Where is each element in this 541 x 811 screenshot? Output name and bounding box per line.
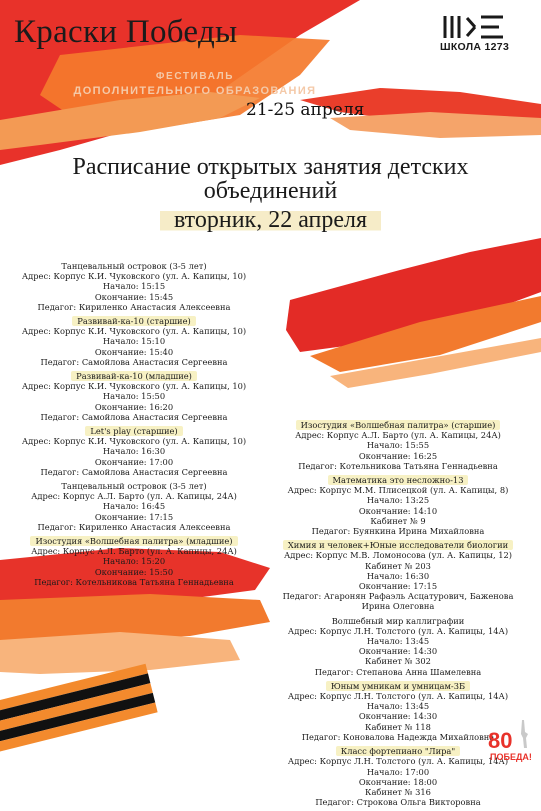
- schedule-day-label: вторник, 22 апреля: [160, 207, 381, 233]
- peach-paint-stroke-bottom: [0, 632, 240, 674]
- class-name: Юным умникам и умницам-3Б: [326, 681, 470, 691]
- class-detail-line: Окончание: 16:25: [358, 450, 438, 461]
- class-detail-line: Кабинет № 302: [365, 656, 431, 667]
- class-entry: [8, 536, 260, 587]
- class-detail-line: Начало: 16:45: [102, 501, 166, 512]
- class-detail-line: Адрес: Корпус А.Л. Барто (ул. А. Капицы, 24А): [295, 430, 501, 441]
- class-name-row: [262, 616, 534, 626]
- schedule-day: [0, 207, 541, 234]
- school-logo-icon: [441, 14, 511, 40]
- class-entry: [262, 420, 534, 471]
- class-name: Изостудия «Волшебная палитра» (младшие): [30, 536, 237, 546]
- class-entry: [8, 316, 260, 367]
- class-detail-line: Адрес: Корпус А.Л. Барто (ул. А. Капицы, 24А): [31, 546, 237, 557]
- class-name-row: [262, 420, 534, 430]
- class-name-row: [262, 681, 534, 691]
- class-detail-line: Адрес: Корпус К.И. Чуковского (ул. А. Капицы, 10): [21, 381, 247, 392]
- class-detail-line: Адрес: Корпус К.И. Чуковского (ул. А. Капицы, 10): [21, 271, 247, 282]
- class-detail-line: Окончание: 14:30: [358, 646, 438, 657]
- class-detail-line: Окончание: 15:45: [94, 291, 174, 302]
- class-name-row: [8, 536, 260, 546]
- class-detail-line: Начало: 15:15: [102, 281, 166, 292]
- festival-dates: 21-25 апреля: [246, 100, 365, 120]
- class-name-row: [8, 481, 260, 491]
- victory-80-badge: [486, 718, 534, 764]
- festival-title: Краски Победы: [14, 14, 238, 50]
- class-name: Танцевальный островок (3-5 лет): [61, 481, 207, 492]
- class-detail-line: Кабинет № 203: [365, 560, 431, 571]
- class-detail-line: Начало: 17:00: [366, 766, 430, 777]
- class-detail-line: Начало: 15:50: [102, 391, 166, 402]
- schedule-heading: [0, 155, 541, 203]
- class-detail-line: Педагог: Кириленко Анастасия Алексеевна: [37, 521, 231, 532]
- class-entry: [8, 426, 260, 477]
- monument-silhouette-icon: [521, 720, 528, 748]
- class-detail-line: Начало: 16:30: [366, 570, 430, 581]
- class-name-row: [8, 261, 260, 271]
- class-name: Математика это несложно-13: [328, 475, 469, 485]
- class-detail-line: Педагог: Самойлова Анастасия Сергеевна: [40, 356, 228, 367]
- class-detail-line: Начало: 15:10: [102, 336, 166, 347]
- class-detail-line: Окончание: 17:00: [94, 456, 174, 467]
- badge-number: 80: [488, 728, 513, 753]
- class-name: Изостудия «Волшебная палитра» (старшие): [296, 420, 501, 430]
- class-entry: [262, 475, 534, 536]
- class-name: Let's play (старшие): [85, 426, 182, 436]
- schedule-heading-line-1: Расписание открытых занятия детских: [72, 154, 469, 180]
- class-name: Развивай-ка-10 (старшие): [72, 316, 195, 326]
- class-name: Класс фортепиано "Лира": [336, 746, 460, 756]
- class-detail-line: Окончание: 17:15: [94, 511, 174, 522]
- class-detail-line: Начало: 13:45: [366, 636, 430, 647]
- class-detail-line: Адрес: Корпус Л.Н. Толстого (ул. А. Капицы, 14А): [287, 756, 509, 767]
- class-detail-line: Окончание: 14:10: [358, 505, 438, 516]
- class-name: Волшебный мир каллиграфии: [331, 615, 465, 626]
- class-entry: [8, 371, 260, 422]
- class-detail-line: Окончание: 17:15: [358, 581, 438, 592]
- class-name: Танцевальный островок (3-5 лет): [61, 261, 207, 271]
- class-detail-line: Адрес: Корпус А.Л. Барто (ул. А. Капицы, 24А): [31, 491, 237, 502]
- class-detail-line: Адрес: Корпус К.И. Чуковского (ул. А. Капицы, 10): [21, 436, 247, 447]
- class-detail-line: Окончание: 14:30: [358, 711, 438, 722]
- left-schedule-column: [8, 261, 260, 591]
- class-detail-line: Окончание: 18:00: [358, 776, 438, 787]
- class-detail-line: Начало: 13:25: [366, 495, 430, 506]
- class-detail-line: Адрес: Корпус М.В. Ломоносова (ул. А. Капицы, 12): [283, 550, 513, 561]
- class-detail-line: Начало: 16:30: [102, 446, 166, 457]
- class-detail-line: Окончание: 16:20: [94, 401, 174, 412]
- class-detail-line: Педагог: Самойлова Анастасия Сергеевна: [40, 411, 228, 422]
- class-detail-line: Педагог: Котельникова Татьяна Геннадьевна: [298, 460, 498, 471]
- schedule-heading-line-2: объединений: [203, 178, 338, 204]
- class-name: Химия и человек+Юные исследователи биологии: [283, 540, 513, 550]
- festival-line-2: ДОПОЛНИТЕЛЬНОГО ОБРАЗОВАНИЯ: [73, 85, 317, 97]
- class-name-row: [8, 426, 260, 436]
- class-entry: [262, 540, 534, 611]
- class-entry: [262, 616, 534, 677]
- class-detail-line: Адрес: Корпус К.И. Чуковского (ул. А. Капицы, 10): [21, 326, 247, 337]
- class-detail-line: Адрес: Корпус Л.Н. Толстого (ул. А. Капицы, 14А): [287, 691, 509, 702]
- class-detail-line: Педагог: Строкова Ольга Викторовна: [315, 797, 481, 808]
- class-entry: [8, 261, 260, 312]
- class-detail-line: Адрес: Корпус Л.Н. Толстого (ул. А. Капицы, 14А): [287, 625, 509, 636]
- class-detail-line: Кабинет № 9: [370, 515, 426, 526]
- class-detail-line: Адрес: Корпус М.М. Плисецкой (ул. А. Капицы, 8): [287, 485, 509, 496]
- class-name-row: [8, 316, 260, 326]
- st-george-ribbon: [0, 664, 158, 754]
- class-detail-line: Начало: 15:20: [102, 556, 166, 567]
- badge-word: ПОБЕДА!: [490, 752, 532, 762]
- class-detail-line: Педагог: Агаронян Рафаэль Асцатурович, Баженова: [282, 591, 514, 602]
- class-detail-line: Педагог: Котельникова Татьяна Геннадьевна: [34, 576, 234, 587]
- class-detail-line: Педагог: Степанова Анна Шамелевна: [314, 666, 482, 677]
- class-name-row: [262, 540, 534, 550]
- class-detail-line: Педагог: Буянкина Ирина Михайловна: [311, 526, 485, 537]
- class-detail-line: Кабинет № 316: [365, 786, 431, 797]
- class-detail-line: Окончание: 15:40: [94, 346, 174, 357]
- class-detail-line: Начало: 13:45: [366, 701, 430, 712]
- festival-line-1: ФЕСТИВАЛЬ: [155, 71, 235, 82]
- class-detail-line: Начало: 15:55: [366, 440, 430, 451]
- class-name-row: [8, 371, 260, 381]
- class-name: Развивай-ка-10 (младшие): [71, 371, 197, 381]
- festival-subtitle: [60, 70, 330, 98]
- class-detail-line: Педагог: Кириленко Анастасия Алексеевна: [37, 301, 231, 312]
- class-detail-line: Педагог: Коновалова Надежда Михайловна: [301, 731, 495, 742]
- class-name-row: [262, 475, 534, 485]
- class-detail-line: Ирина Олеговна: [361, 601, 435, 612]
- class-detail-line: Педагог: Самойлова Анастасия Сергеевна: [40, 466, 228, 477]
- class-entry: [8, 481, 260, 532]
- class-detail-line: Кабинет № 118: [365, 721, 431, 732]
- school-logo-text: ШКОЛА 1273: [440, 41, 510, 53]
- class-detail-line: Окончание: 15:50: [94, 566, 174, 577]
